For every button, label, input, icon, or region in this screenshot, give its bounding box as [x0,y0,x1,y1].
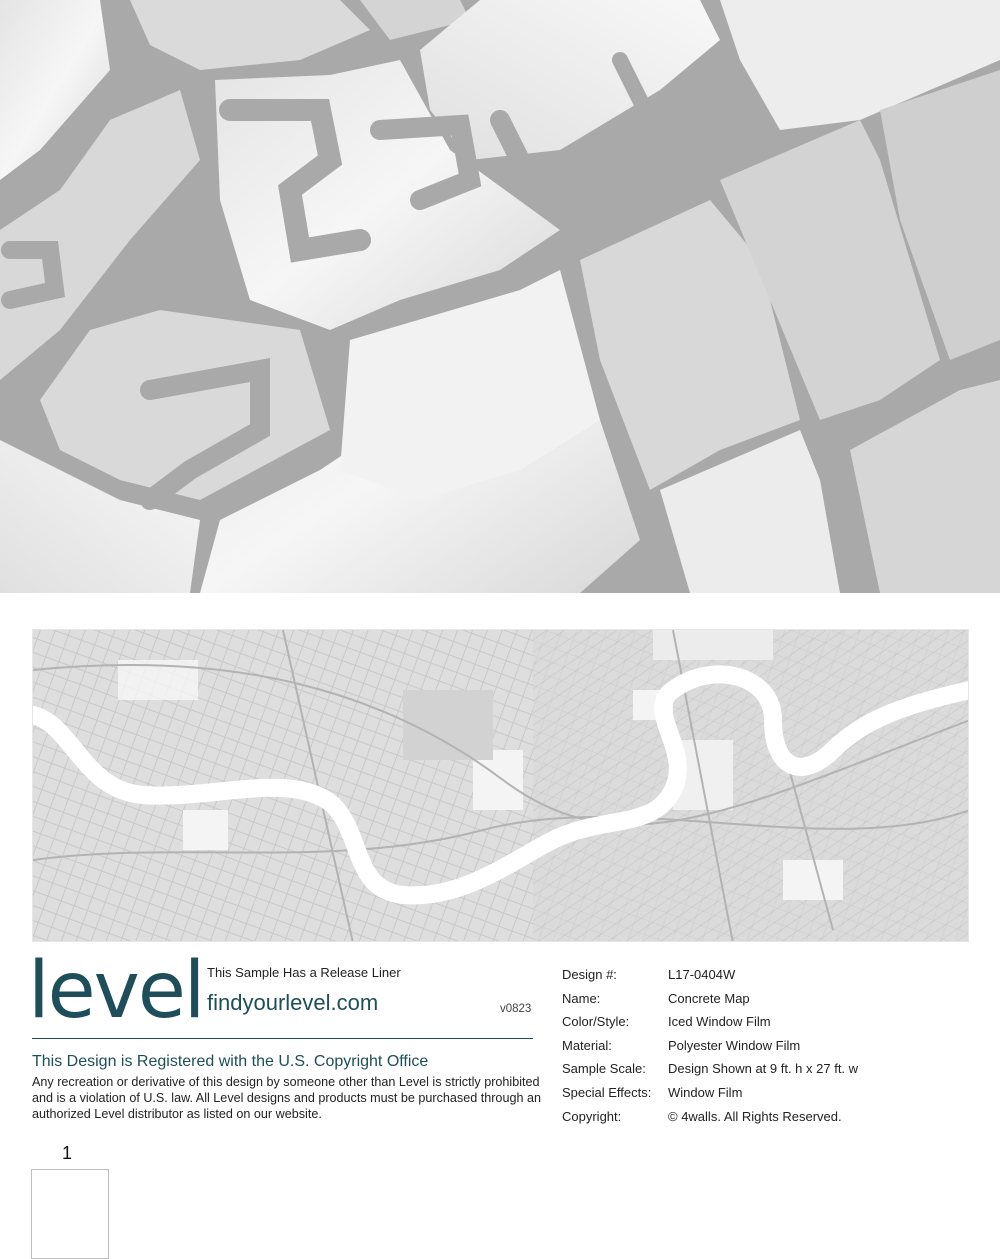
level-logo: level [28,946,204,1036]
spec-value: Window Film [668,1084,743,1100]
release-liner-note: This Sample Has a Release Liner [207,965,401,980]
spec-row-design-number [562,963,858,987]
spec-label: Material: [562,1037,612,1053]
spec-row-color-style [562,1010,858,1034]
spec-value: Concrete Map [668,990,750,1006]
sample-swatch-box [31,1169,109,1259]
spec-row-sample-scale [562,1057,858,1081]
spec-value: L17-0404W [668,967,736,982]
spec-label: Name: [562,990,601,1006]
spec-value: Iced Window Film [668,1014,771,1030]
spec-row-special-effects [562,1081,858,1105]
spec-label: Color/Style: [562,1014,630,1030]
spec-row-copyright [562,1105,858,1129]
spec-value: Design Shown at 9 ft. h x 27 ft. w [668,1061,859,1077]
map-closeup-image [0,0,1000,593]
copyright-body: Any recreation or derivative of this design by someone other than Level is strictly prohibited and is a violation of U.S. law. All Level designs and products must be purchased through an authorized Level distributor as listed on our website. [32,1075,541,1121]
map-overview-image [32,629,969,942]
spec-table [562,963,858,1128]
divider [32,1038,533,1039]
spec-value: Polyester Window Film [668,1037,801,1053]
spec-label: Special Effects: [562,1084,652,1100]
version-code: v0823 [500,1003,532,1015]
spec-label: Sample Scale: [562,1061,646,1077]
spec-row-material [562,1034,858,1058]
spec-row-name [562,987,858,1011]
spec-label: Copyright: [562,1108,622,1124]
website-link[interactable]: findyourlevel.com [207,990,379,1015]
page-number: 1 [62,1143,73,1163]
spec-label: Design #: [562,967,617,982]
spec-value: © 4walls. All Rights Reserved. [668,1108,842,1124]
copyright-heading: This Design is Registered with the U.S. Copyright Office [32,1053,429,1070]
